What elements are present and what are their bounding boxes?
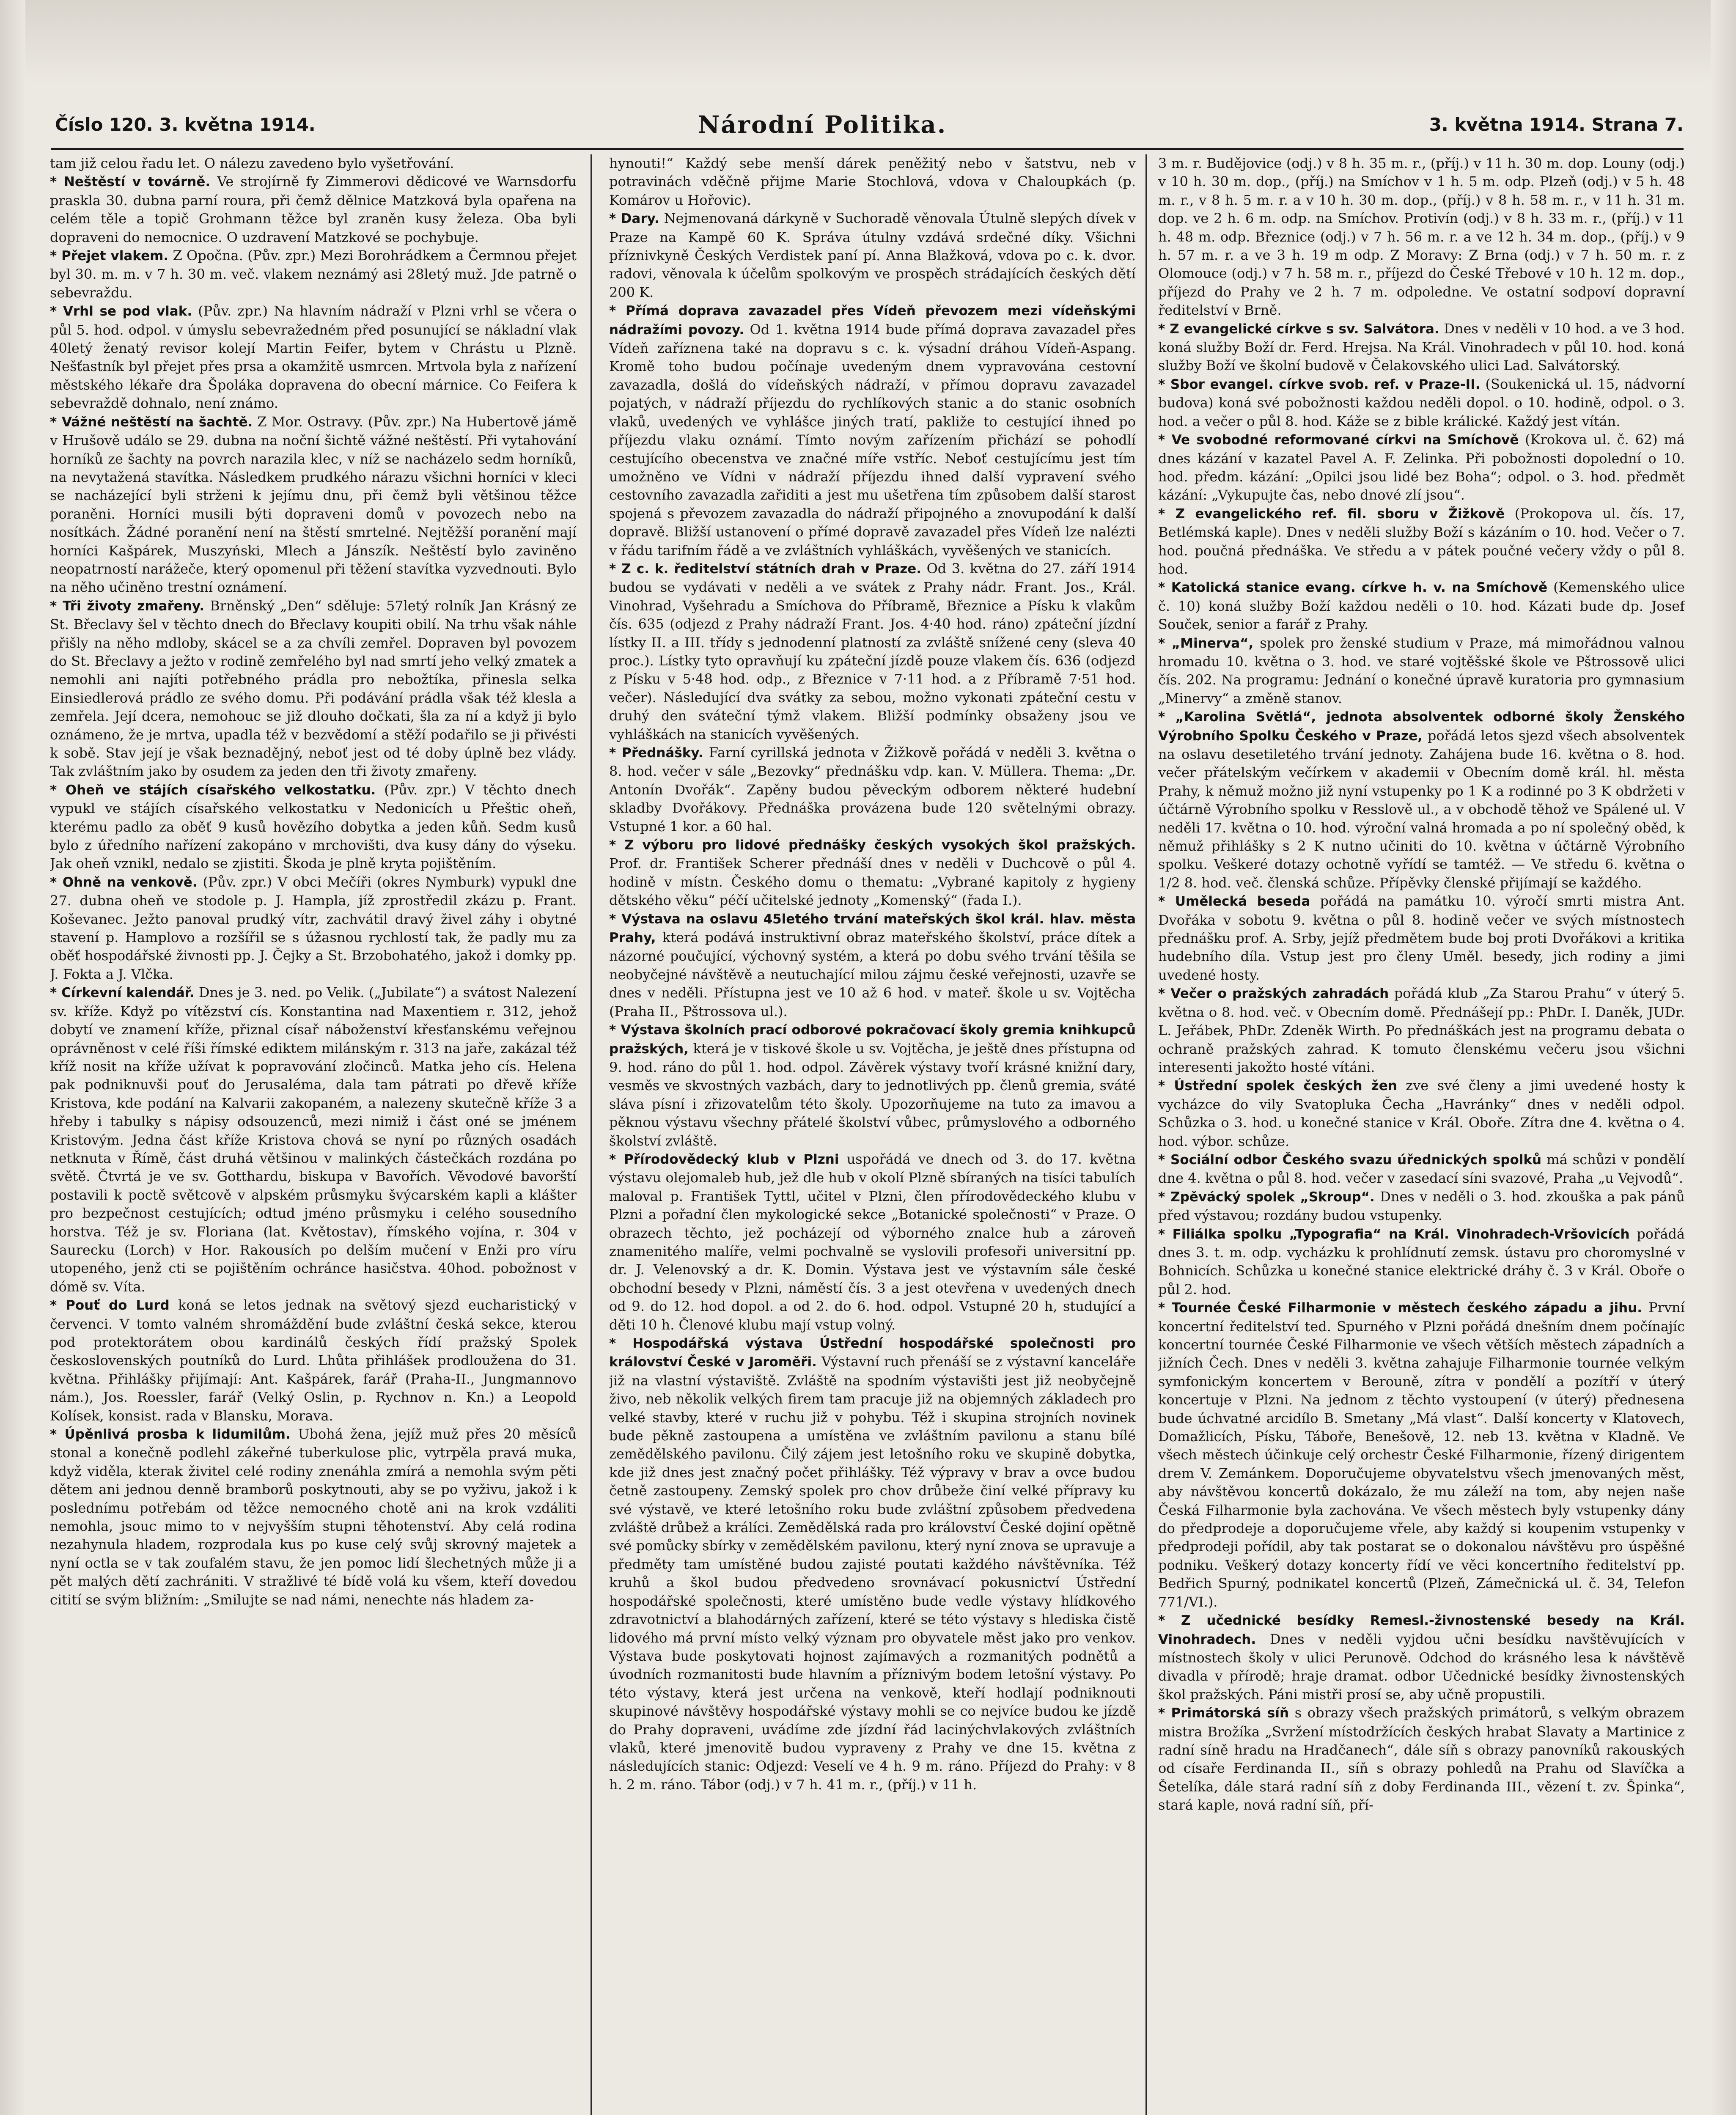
article-heading: * Ve svobodné reformované církvi na Smíchově [1158,432,1519,448]
article-paragraph [1158,1704,1685,1814]
column-divider [1145,154,1147,2115]
article-text: která podává instruktivní obraz mateřského školství, práce dítek a názorné poučující, výchovný systém, a která po dobu svého trvání těšila se neobyčejné návštěvě a neutuchající milou zájmu české veřejnosti, uzavře se dnes v neděli. Přístupna jest ve 10 až 6 hod. v mateř. škole u sv. Vojtěcha (Praha II., Pštrossova ul.). [609,929,1136,1019]
article-text: Farní cyrillská jednota v Žižkově pořádá v neděli 3. května o 8. hod. večer v sále „Bezovky“ přednášku vdp. kan. V. Müllera. Thema: „Dr. Antonín Dvořák“. Zapěny budou pěveckým odborem některé hudební skladby Dvořákovy. Přednáška provázena bude 120 světelnými obrazy. Vstupné 1 kor. a 60 hal. [609,744,1136,835]
article-heading: * Z evangelického ref. fil. sboru v Žižkově [1158,506,1505,522]
article-paragraph [1158,892,1685,984]
article-heading: * Vrhl se pod vlak. [50,304,192,319]
article-paragraph [50,873,577,983]
article-text: má schůzi v pondělí dne 4. května o půl 8. hod. večer v zasedací síni svazové, Praha „u Vejvodů“. [1158,1151,1685,1187]
article-text: Z Opočna. (Pův. zpr.) Mezi Borohrádkem a Čermnou přejet byl 30. m. m. v 7 h. 30 m. več. vlakem neznámý asi 28letý muž. Jde patrně o sebevraždu. [50,247,577,301]
article-heading: * Hospodářská výstava Ústřední hospodářské společnosti pro království České v Jaroměři. [609,1336,1136,1370]
article-paragraph [1158,1611,1685,1704]
article-paragraph [50,154,577,173]
article-paragraph [1158,1188,1685,1225]
article-heading: * Tři životy zmařeny. [50,598,205,614]
article-text: (Prokopova ul. čís. 17, Betlémská kaple). Dnes v neděli služby Boží s kázáním o 10. hod. Večer o 7. hod. poučná přednáška. Ve středu a v pátek poučné večery vždy o půl 8. hod. [1158,505,1685,577]
article-paragraph [50,983,577,1296]
article-heading: * Úpěnlivá prosba k lidumilům. [50,1427,291,1442]
article-heading: * Pouť do Lurd [50,1298,170,1313]
newspaper-title: Národní Politika. [698,111,947,139]
article-text: zve své členy a jimi uvedené hosty k vycházce do vily Svatopluka Čecha „Havránky“ dnes v neděli odpol. Schůzka o 3. hod. u konečné stanice v Král. Oboře. Zítra dne 4. května o 4. hod. výbor. schůze. [1158,1077,1685,1149]
article-text: tam již celou řadu let. O nálezu zavedeno bylo vyšetřování. [50,155,454,171]
article-text: Dnes je 3. ned. po Velik. („Jubilate“) a svátost Nalezení sv. kříže. Když po vítězství cís. Konstantina nad Maxentiem r. 312, jehož dobytí ve znamení kříže, přiznal císař náboženství křesťanskému veřejnou oprávněnost v celé říši římské ediktem milánským r. 313 na jaře, zakázal též kříž nosit na kříže užívat k popravování zločinců. Matka jeho cís. Helena pak podniknuvši pouť do Jerusaléma, dala tam pátrati po dřevě kříže Kristova, kde podání na Kalvarii zakopaném, a nalezeny skutečně kříže 3 a hřeby i tabulky s nápisy odsouzenců, mezi nimiž i část oné se jménem Kristovým. Jedna část kříže Kristova chová se nyní po různých osadách netknuta v Římě, část druhá většinou v malinkých částečkách rozdána po světě. Čtvrtá je ve sv. Gotthardu, biskupa v Bavořích. Věvodové bavorští postavili k poctě světcově v alpském průsmyku švýcarském kapli a klášter pro bezpečnost cestujících; odtud jméno průsmyku i celého sousedního horstva. Též je sv. Floriana (lat. Květostav), římského vojína, r. 304 v Saurecku (Lorch) v Hor. Rakousích po delším mučení v Enži pro víru utopeného, jenž cti se pojištěním ochránce hasičstva. 40hod. pobožnost v dómě sv. Víta. [50,984,577,1295]
article-heading: * Primátorská síň [1158,1706,1289,1721]
article-text: pořádá letos sjezd všech absolventek na oslavu desetiletého trvání jednoty. Zahájena bude 16. května o 8. hod. večer přátelským večírkem v akademii v Obecním domě král. hl. města Prahy, k němuž možno již nyní vstupenky po 1 K a rodinné po 3 K obdržeti v účtárně Výrobního spolku v Resslově ul., a v obchodě těhož ve Spálené ul. V neděli 17. května o 10. hod. výroční valná hromada a po ní společný oběd, k němuž přihlášky s 2 K nutno učiniti do 10. května v účtárně Výrobního spolku. Veškeré dotazy ochotně vyřídí se tamtéž. — Ve středu 6. května o 1/2 8. hod. več. členská schůze. Přípěvky členské přijímají se každého. [1158,727,1685,891]
article-paragraph [609,209,1136,302]
page-top-shading [0,0,1736,85]
article-heading: * Výstava na oslavu 45letého trvání mateřských škol král. hlav. města Prahy, [609,911,1136,946]
article-text: 3 m. r. Budějovice (odj.) v 8 h. 35 m. r., (příj.) v 11 h. 30 m. dop. Louny (odj.) v 10 h. 30 m. dop., (příj.) na Smíchov v 1 h. 5 m. odp. Plzeň (odj.) v 5 h. 48 m. r., v 8 h. 5 m. r. a v 10 h. 30 m. dop., (příj.) v 8 h. 58 m. r., v 11 h. 31 m. dop. ve 2 h. 6 m. odp. na Smíchov. Protivín (odj.) v 8 h. 33 m. r., (příj.) v 11 h. 48 m. odp. Březnice (odj.) v 7 h. 56 m. r. a ve 12 h. 34 m. dop., (příj.) v 9 h. 57 m. r. a ve 3 h. 19 m odp. Z Moravy: Z Brna (odj.) v 7 h. 50 m. r. z Olomouce (odj.) v 7 h. 58 m. r., příjezd do České Třebové v 10 h. 12 m. dop., příjezd do Prahy ve 2 h. 7 m. odpoledne. Ve ostatní sodpoví dopravní ředitelství v Brně. [1158,155,1685,319]
article-text: Výstavní ruch přenáší se z výstavní kanceláře již na vlastní výstaviště. Zvláště na spodním výstavišti jest již neobyčejně živo, neb několik velkých firem tam pracuje již na objemných základech pro velké stavby, které v ruchu již v pohybu. Též i skupina strojních novinek bude pěkně zastoupena a umístěna ve zvláštním pavilonu a stanu bílé zemědělského pavilonu. Čilý zájem jest letošního roku ve skupině dobytka, kde již dnes jest značný počet přihlášky. Též výpravy v brav a ovce budou četně zastoupeny. Zemský spolek pro chov drůbeže činí velké přípravy ku své výstavě, ve které letošního roku bude zvláštní způsobem předvedena zvláště drůbež a králíci. Zemědělská rada pro království České dojiní opětně své pomůcky sbírky v zemědělském pavilonu, který nyní znova se upravuje a předměty tam umístěné budou zajisté poutati každého návštěvníka. Též kruhů a škol budou předvedeno srovnávací pokusnictví Ústřední hospodářské společnosti, které umístěno bude vedle výstavy hlídkového zdravotnictví a blahodárných zařízení, které se této výstavy s hlediska čistě lidového má první místo velký význam pro obyvatele měst jako pro venkov. Výstava bude poskytovati hojnost zajímavých a rozmanitých podnětů a úvodních rozmanitosti bude hlavním a příznivým bodem letošní výstavy. Po této výstavy, která jest určena na venkově, kteří hodlají podniknouti skupinové návštěvy hospodářské výstavy mohli se co nejvíce budou ke jízdě do Prahy dopraveni, uvádíme zde jízdní řád lacinýchvlakových zvláštních vlaků, které jmenovitě budou vypraveny z Prahy ve dne 15. května z následujících stanic: Odjezd: Veselí ve 4 h. 9 m. ráno. Příjezd do Prahy: v 8 h. 2 m. ráno. Tábor (odj.) v 7 h. 41 m. r., (příj.) v 11 h. [609,1354,1136,1793]
article-text: pořádá klub „Za Starou Prahu“ v úterý 5. května o 8. hod. več. v Obecním domě. Přednášejí pp.: PhDr. I. Daněk, JUDr. L. Jeřábek, PhDr. Zdeněk Wirth. Po přednáškách jest na programu debata o ochraně pražských zahrad. K tomuto členskému večeru jsou všichni interesenti jakožto hosté vítáni. [1158,985,1685,1075]
article-text: pořádá na památku 10. výročí smrti mistra Ant. Dvořáka v sobotu 9. května o půl 8. hodině večer ve svých místnostech přednášku prof. A. Srby, jejíž předmětem bude boj proti Dvořákovi a kritika hudebního díla. Vstup jest pro členy Uměl. besedy, jich rodiny a jimi uvedené hosty. [1158,893,1685,983]
column-2 [609,154,1136,2115]
page-header [55,111,1684,144]
article-paragraph [1158,708,1685,892]
article-paragraph [50,413,577,597]
article-paragraph [1158,578,1685,634]
article-paragraph [50,173,577,247]
article-text: První koncertní ředitelství ted. Spurného v Plzni pořádá dnešním dnem počínajíc koncertní tournée České Filharmonie ve všech větších městech západních a jižních Čech. Dnes v neděli 3. května zahajuje Filharmonie tournée velkým symfonickým koncertem v Berouně, zítra v pondělí a pozítří v úterý koncertuje v Plzni. Na jednom z těchto vystoupení (v úterý) přednesena bude úchvatné arcidílo B. Smetany „Má vlast“. Další koncerty v Klatovech, Domažlicích, Písku, Táboře, Benešově, 12. neb 13. května v Kladně. Ve všech městech účinkuje celý orchestr České Filharmonie, řízený dirigentem drem V. Zemánkem. Doporučujeme obyvatelstvu všech jmenovaných měst, aby návštěvou koncertů dokázalo, že mu záleží na tom, aby nejen naše Česká Filharmonie byla zachována. Ve všech městech byly vstupenky dány do předprodeje a doporučujeme vřele, aby každý si koupenim vstupenky v předprodeji pořídil, aby tak postarat se o dokonalou návštěvu pro úspěšné podniku. Veškerý dotazy koncerty řídí ve věci koncertního ředitelství pp. Bedřich Spurný, podnikatel koncertů (Plzeň, Zámečnická ul. č. 34, Telefon 771/VI.). [1158,1299,1685,1610]
page-left-shading [0,0,25,2115]
article-paragraph [1158,375,1685,431]
article-heading: * Vážné neštěstí na šachtě. [50,414,253,430]
article-paragraph [609,744,1136,836]
article-text: která je v tiskové škole u sv. Vojtěcha, je ještě dnes přístupna od 9. hod. ráno do půl 1. hod. odpol. Závěrek výstavy tvoří krásné knižní dary, vesměs ve skvostných vazbách, dary to jednotlivých pp. členů gremia, sváté sláva písní i zřizovatelům této školy. Upozorňujeme na tuto za imavou a pěknou výstavu všechny přátelé školství vůbec, průmyslového a odborného školství zvláště. [609,1040,1136,1149]
article-heading: * Církevní kalendář. [50,985,195,1001]
article-text: (Soukenická ul. 15, nádvorní budova) koná své pobožnosti každou neděli dopol. o 10. hodině, odpol. o 3. hod. a večer o půl 8. hod. Káže se z bible králické. Každý jest vítán. [1158,376,1685,429]
article-text: (Pův. zpr.) V obci Mečíři (okres Nymburk) vypukl dne 27. dubna oheň ve stodole p. J. Hampla, jíž zprostředil zkázu p. Frant. Koševanec. Ježto panoval prudký vítr, zachvátil dravý živel záhy i obytné stavení p. Hamplovo a rozšířil se s úžasnou rychlostí tak, že padly mu za oběť hospodářské živnosti pp. J. Čejky a St. Brzobohatého, jakož i domky pp. J. Fokta a J. Vlčka. [50,873,577,982]
article-heading: * Oheň ve stájích císařského velkostatku. [50,782,376,798]
article-paragraph [1158,154,1685,320]
article-text: Ubohá žena, jejíž muž přes 20 měsíců stonal a konečně podlehl zákeřné tuberkulose plic, vytrpěla pravá muka, když viděla, kterak živitel celé rodiny znenáhla zmírá a nemohla svým pěti dětem ani jednou denně bramborů poskytnouti, aby se po vyživu, jakož i k poslednímu potřebám od těžce nemocného chotě ani na krok vzdáliti nemohla, jsouc mimo to v nejvyšším stupni těhotenství. Aby celá rodina nezahynula hladem, rozprodala kus po kuse celý svůj skrovný majetek a nyní octla se v tak zoufalém stavu, že jen pomoc lidí šlechetných může ji a pět malých dětí zachrániti. V stražlivé té bídě volá ku všem, kteří dovedou citití se svým bližním: „Smilujte se nad námi, nenechte nás hladem za- [50,1426,577,1608]
article-heading: * „Minerva“, [1158,635,1254,651]
article-paragraph [609,1150,1136,1334]
article-paragraph [50,781,577,873]
article-text: Dnes v neděli v 10 hod. a ve 3 hod. koná služby Boží dr. Ferd. Hrejsa. Na Král. Vinohradech v půl 10. hod. koná služby Boží ve školní budově v Čelakovského ulici Lad. Salvátorský. [1158,320,1685,374]
article-paragraph [609,560,1136,744]
article-paragraph [609,1334,1136,1794]
page-right-shading [1711,0,1736,2115]
article-heading: * Z evangelické církve s sv. Salvátora. [1158,321,1439,337]
article-text: pořádá dnes 3. t. m. odp. vycházku k prohlídnutí zemsk. ústavu pro choromyslné v Bohnicích. Schůzka u konečné stanice elektrické dráhy č. 3 v Král. Oboře o půl 2. hod. [1158,1225,1685,1297]
article-heading: * Z c. k. ředitelství státních drah v Praze. [609,561,922,577]
article-heading: * Ústřední spolek českých žen [1158,1078,1397,1094]
article-paragraph [50,302,577,412]
issue-number-date: Číslo 120. 3. května 1914. [55,114,316,135]
article-text: (Pův. zpr.) Na hlavním nádraží v Plzni vrhl se včera o půl 5. hod. odpol. v úmyslu sebevražedném před posunující se nákladní vlak 40letý ženatý revisor kolejí Martin Feifer, bytem v Chrástu u Plzně. Nešťastník byl přejet přes prsa a okamžitě usmrcen. Mrtvola byla z nařízení městského lékaře dra Špoláka dopravena do obecní márnice. Co Feifera k sebevraždě dohnalo, není známo. [50,303,577,412]
article-text: Prof. dr. František Scherer přednáší dnes v neděli v Duchcově o půl 4. hodině v místn. Českého domu o thematu: „Vybrané kapitoly z hygieny dětského věku“ péčí učitelské jednoty „Komenský“ (řada I.). [609,855,1136,909]
article-heading: * „Karolina Světlá“, jednota absolventek odborné školy Ženského Výrobního Spolku Českého v Praze, [1158,709,1685,744]
article-heading: * Neštěstí v továrně. [50,174,211,190]
article-text: s obrazy všech pražských primátorů, s velkým obrazem mistra Brožíka „Svržení místodržících českých hrabat Slavaty a Martinice z radní síně hradu na Hradčanech“, dále síň s obrazy panovníků rakouských od císaře Ferdinanda II., síň s obrazy pohledů na Prahu od Slavíčka a Šetelíka, dále stará radní síň z doby Ferdinanda III., vězení t. zv. Špinka“, stará kaple, nová radní síň, pří- [1158,1705,1685,1813]
article-heading: * Tournée České Filharmonie v městech českého západu a jihu. [1158,1300,1643,1316]
article-paragraph [609,1021,1136,1150]
article-heading: * Přejet vlakem. [50,248,169,264]
article-heading: * Výstava školních prací odborové pokračovací školy gremia knihkupců pražských, [609,1022,1136,1057]
article-paragraph [609,910,1136,1021]
column-1 [50,154,577,2115]
header-rule [51,148,1684,150]
article-heading: * Z výboru pro lidové přednášky českých vysokých škol pražských. [609,838,1136,853]
article-paragraph [1158,431,1685,505]
column-3 [1158,154,1685,2115]
article-text: Dnes v neděli vyjdou učni besídku navštěvujících v místnostech školy v ulici Perunově. Odchod do krásného lesa k návštěvě divadla v přírodě; hraje dramat. odbor Učednické besídky živnostenských škol pražských. Páni mistři prosí se, aby učně propustili. [1158,1631,1685,1703]
article-heading: * Ohně na venkově. [50,874,198,890]
article-text: Ve strojírně fy Zimmerovi dědicové ve Warnsdorfu praskla 30. dubna parní roura, při čemž dělnice Matzková byla opařena na celém těle a topič Grohmann těžce byl zraněn kusy železa. Oba byli dopraveni do nemocnice. O uzdravení Matzkové se pochybuje. [50,173,577,245]
article-text: (Krokova ul. č. 62) má dnes kázání v kazatel Pavel A. F. Zelinka. Při pobožnosti dopolední o 10. hod. předm. kázání: „Opilci jsou lidé bez Boha“; odpol. o 3. hod. předmět kázání: „Vykupujte čas, nebo dnové zlí jsou“. [1158,431,1685,503]
article-heading: * Dary. [609,211,659,227]
article-paragraph [50,247,577,302]
article-text: (Kemenského ulice č. 10) koná služby Boží každou neděli o 10. hod. Kázati bude dp. Josef Souček, senior a farář z Prahy. [1158,579,1685,633]
article-paragraph [1158,634,1685,708]
article-paragraph [1158,1299,1685,1611]
article-text: Brněnský „Den“ sděluje: 57letý rolník Jan Krásný ze St. Břeclavy šel v těchto dnech do Břeclavy koupiti obilí. Na trhu však náhle přišly na něho mdloby, skácel se a za chvíli zemřel. Dopraven byl povozem do St. Břeclavy a ježto v rodině zemřelého byl nad smrtí jeho velký zmatek a nemohli ani najíti potřebného prádla pro nebožtíka, přinesla selka Einsiedlerová prádlo ze svého domu. Při podávání prádla však též klesla a zemřela. Její dcera, nemohouc se již dlouho dočkati, šla za ní a když ji bylo oznámeno, že je mrtva, upadla též v bezvědomí a stěží podařilo se ji přivésti k sobě. Stav její je však beznadějný, neboť jest od té doby úplně bez vlády. Tak zvláštním jako by osudem za jeden den tři životy zmařeny. [50,597,577,780]
article-heading: * Zpěvácký spolek „Skroup“. [1158,1189,1375,1205]
date-page-number: 3. května 1914. Strana 7. [1429,114,1684,135]
article-text: Od 1. května 1914 bude přímá doprava zavazadel přes Vídeň zaříznena také na dopravu s c. k. výsadní dráhou Vídeň-Aspang. Kromě toho budou počínaje uvedeným dnem vypravována cestovní zavazadla, došlá do vídeňských nádraží, v přímou dopravu zavazadel pojatých, v nádraží příjezdu do rychlíkových stanic a do stanic osobních vlaků, uvedených ve vyhlášce jiných tratí, pakliže to cestující ihned po příjezdu vlaku oznámí. Tímto novým zařízením přichází se pohodlí cestujícího obecenstva ve značné míře vstříc. Neboť cestujícímu jest tím umožněno ve Vídni v nádraží příjezdu ihned další vypravení svého cestovního zavazadla zařiditi a jest mu ušetřena tím způsobem další starost spojená s převozem zavazadla do nádraží připojného a znovupodání k další dopravě. Bližší ustanovení o přímé dopravě zavazadel přes Vídeň lze nalézti v řádu tarifním řádě a ve zvláštních vyhláškách, vyvěšených ve stanicích. [609,321,1136,558]
article-text: Od 3. května do 27. září 1914 budou se vydávati v neděli a ve svátek z Prahy nádr. Frant. Jos., Král. Vinohrad, Vyšehradu a Smíchova do Příbramě, Březnice a Písku k vlakům čís. 635 (odjezd z Prahy nádraží Frant. Jos. 4·40 hod. ráno) zpáteční jízdní lístky II. a III. třídy s jednodenní platností za zvláště snížené ceny (sleva 40 proc.). Lístky tyto opravňují ku zpáteční jízdě pouze vlakem čís. 636 (odjezd z Písku v 5·48 hod. odp., z Březnice v 7·11 hod. a z Příbramě 7·51 hod. večer). Následující dva svátky za sebou, možno vykonati zpáteční cestu v druhý den sváteční týmž vlakem. Bližší podmínky obsaženy jsou ve vyhláškách na stanicích vyvěšených. [609,560,1136,742]
article-text: Dnes v neděli o 3. hod. zkouška a pak pánů před výstavou; rozdány budou vstupenky. [1158,1188,1685,1224]
article-heading: * Sociální odbor Českého svazu úřednických spolků [1158,1152,1542,1167]
column-divider [591,154,592,2115]
article-text: Nejmenovaná dárkyně v Suchoradě věnovala Útulně slepých dívek v Praze na Kampě 60 K. Správa útulny vzdává srdečné díky. Všichni příznivkyně Českých Verdistek paní pí. Anna Blažková, vdova po c. k. dvor. radovi, věnovala k účelům spolkovým ve prospěch strádajících českých dětí 200 K. [609,210,1136,300]
article-paragraph [50,597,577,781]
article-heading: * Z učednické besídky Remesl.-živnostenské besedy na Král. Vinohradech. [1158,1613,1685,1647]
article-paragraph [1158,505,1685,579]
article-paragraph [609,154,1136,209]
article-text: Z Mor. Ostravy. (Pův. zpr.) Na Hubertově jámě v Hrušově událo se 29. dubna na noční šichtě vážné neštěstí. Při vytahování horníků ze šachty na povrch narazila klec, v níž se nacházelo sedm horníků, na nevytažená stavítka. Následkem prudkého nárazu všichni horníci v kleci se nacházející byli strženi k jejímu dnu, při čemž byli většinou těžce poraněni. Horníci musili býti dopraveni domů v povozech nebo na nosítkách. Žádné poranění není na štěstí smrtelné. Nejtěžší poranění mají horníci Kašpárek, Muszyński, Mlech a Jánszík. Neštěstí bylo zaviněno neopatrností narážeče, který opomenul při těžení stavítka vyzvednouti. Bylo na něho učiněno trestní oznámení. [50,413,577,596]
article-text: (Pův. zpr.) V těchto dnech vypukl ve stájích císařského velkostatku v Nedonicích u Přeštic oheň, kterému padlo za oběť 9 kusů hovězího dobytka a jeden kůň. Sedm kusů bylo z úředního nařízení zakopáno v mrchovišti, dva kusy dány do výseku. Jak oheň vznikl, nedalo se zjistiti. Škoda je plně kryta pojištěním. [50,781,577,872]
article-paragraph [1158,320,1685,375]
article-paragraph [50,1425,577,1609]
article-text: koná se letos jednak na světový sjezd eucharistický v červenci. V tomto valném shromáždění bude zvláštní česká sekce, kterou pod protektorátem obou kardinálů českých řídí pražský Spolek československých poutníků do Lurd. Lhůta přihlášek prodloužena do 31. května. Přihlášky přijímají: Ant. Kašpárek, farář (Praha-II., Jungmannovo nám.), Jos. Roessler, farář (Velký Oslin, p. Rychnov n. Kn.) a Leopold Kolísek, konsist. rada v Blansku, Morava. [50,1297,577,1424]
article-paragraph [1158,1151,1685,1188]
article-heading: * Katolická stanice evang. církve h. v. na Smíchově [1158,580,1548,596]
article-heading: * Přednášky. [609,745,703,761]
article-text: hynouti!“ Každý sebe menší dárek peněžitý nebo v šatstvu, neb v potravinách vděčně přijme Marie Stochlová, vdova v Chaloupkách (p. Komárov u Hořovic). [609,155,1136,208]
article-heading: * Umělecká beseda [1158,894,1310,909]
article-heading: * Sbor evangel. církve svob. ref. v Praze-II. [1158,376,1481,392]
article-text: spolek pro ženské studium v Praze, má mimořádnou valnou hromadu 10. května o 3. hod. ve staré vojtěšské škole ve Pštrossově ulici čís. 202. Na programu: Jednání o konečné úpravě kuratoria pro gymnasium „Minervy“ a změně stanov. [1158,634,1685,706]
article-heading: * Přímá doprava zavazadel přes Vídeň převozem mezi vídeňskými nádražími povozy. [609,303,1136,338]
article-paragraph [1158,1077,1685,1151]
article-paragraph [609,302,1136,560]
article-paragraph [1158,984,1685,1077]
article-paragraph [609,836,1136,910]
article-heading: * Filiálka spolku „Typografia“ na Král. Vinohradech-Vršovicích [1158,1226,1630,1242]
article-text: uspořádá ve dnech od 3. do 17. května výstavu olejomaleb hub, jež dle hub v okolí Plzně sbíraných na tisíci tabulích maloval p. František Tyttl, učitel v Plzni, člen přírodovědeckého klubu v Plzni a pořadní člen mykologické sekce „Botanické společnosti“ v Praze. O obrazech těchto, jež pocházejí od výborného znalce hub a zároveň znamenitého malíře, velmi pochvalně se vyslovili profesoři universitní pp. dr. J. Velenovský a dr. K. Domin. Výstava jest ve výstavním sále české obchodní besedy v Plzni, náměstí čís. 3 a jest otevřena v uvedených dnech od 9. do 12. hod dopol. a od 2. do 6. hod. odpol. Vstupné 20 h, studující a děti 10 h. Členové klubu mají vstup volný. [609,1151,1136,1333]
article-paragraph [1158,1225,1685,1299]
article-paragraph [50,1296,577,1425]
article-heading: * Večer o pražských zahradách [1158,986,1389,1002]
article-heading: * Přírodovědecký klub v Plzni [609,1151,839,1167]
